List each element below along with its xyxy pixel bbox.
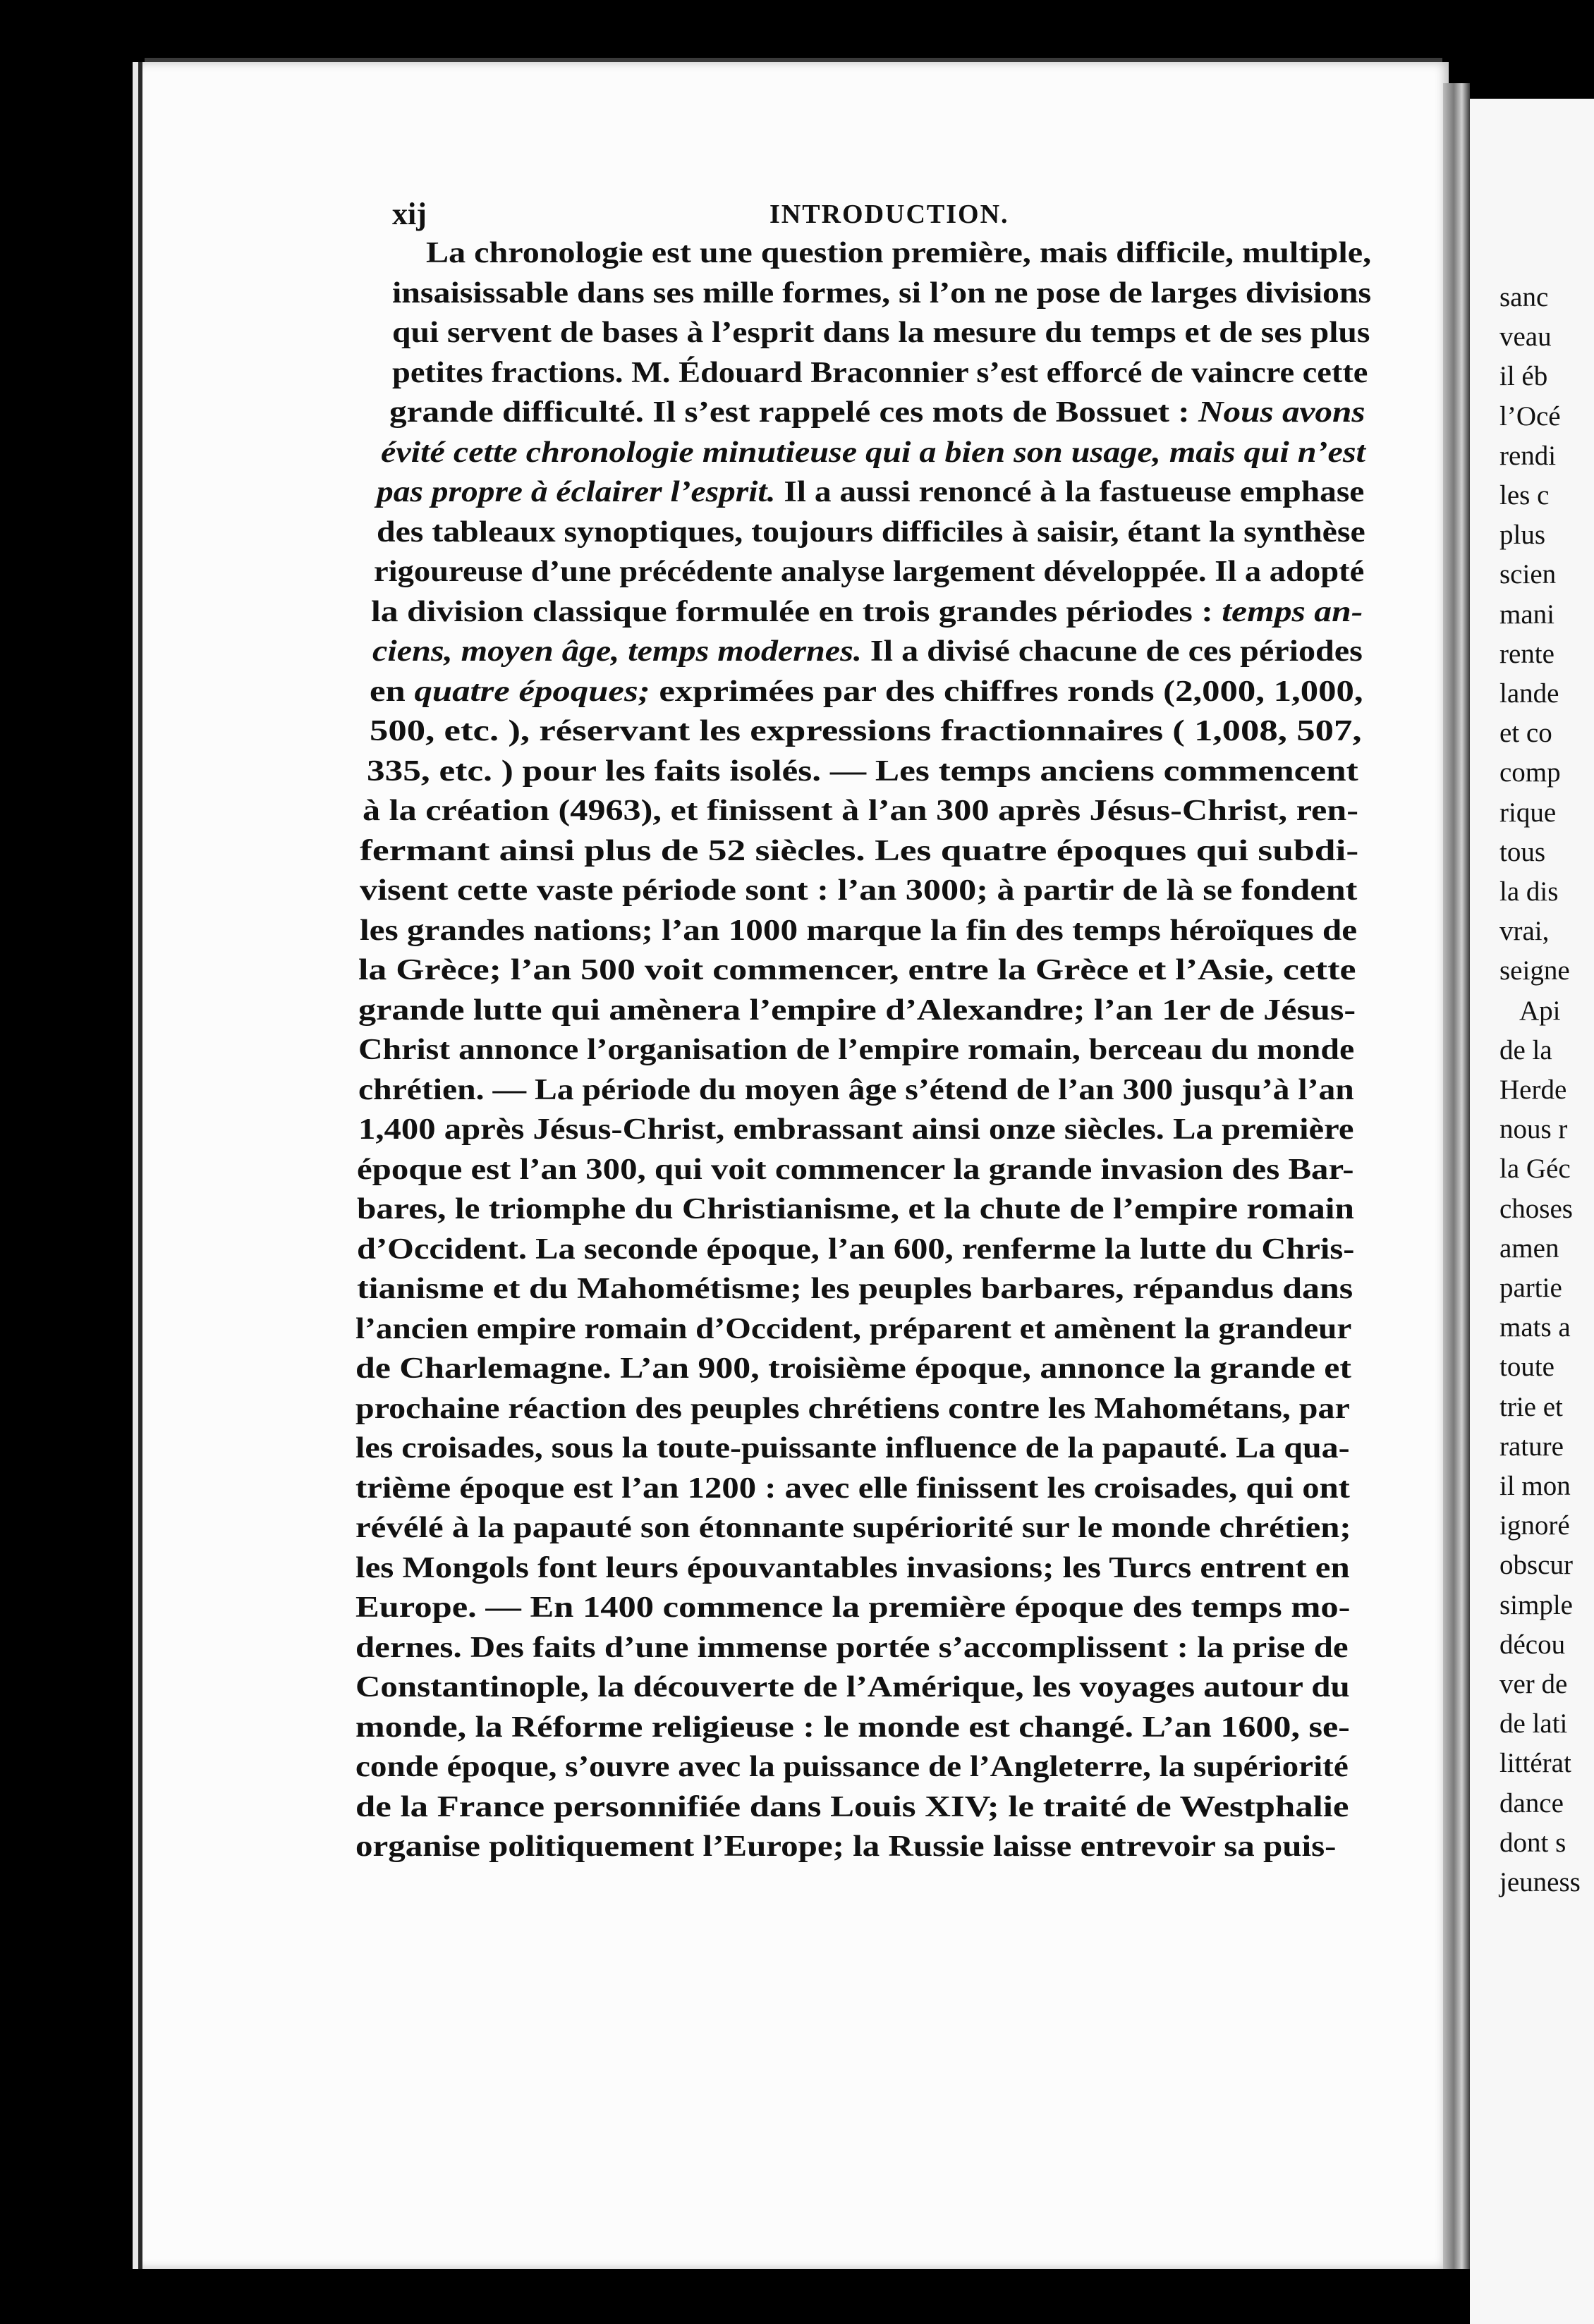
text-line: Christ annonce l’organisation de l’empire romain, berceau du monde (358, 1034, 1355, 1066)
text-line: la division classique formulée en trois grandes périodes : temps an- (371, 596, 1363, 628)
facing-page-fragment: il éb (1499, 361, 1548, 391)
facing-page-fragment: seigne (1499, 955, 1570, 986)
facing-page-fragment: trie et (1499, 1392, 1563, 1422)
text-line: de Charlemagne. L’an 900, troisième époque, annonce la grande et (355, 1352, 1352, 1385)
text-line: visent cette vaste période sont : l’an 3000; à partir de là se fondent (360, 874, 1358, 907)
facing-page-fragment: la dis (1499, 876, 1559, 907)
text-line: pas propre à éclairer l’esprit. Il a aussi renoncé à la fastueuse emphase (377, 476, 1365, 508)
facing-page-fragment: mats a (1499, 1312, 1571, 1343)
text-line: La chronologie est une question première, mais difficile, multiple, (426, 237, 1372, 269)
facing-page-fragment: il mon (1499, 1471, 1571, 1501)
facing-page-fragment: décou (1499, 1629, 1566, 1660)
facing-page-fragment: de lati (1499, 1708, 1568, 1739)
text-line: de la France personnifiée dans Louis XIV; le traité de Westphalie (355, 1791, 1349, 1823)
facing-page-fragment: de la (1499, 1035, 1552, 1065)
text-line: d’Occident. La seconde époque, l’an 600, renferme la lutte du Chris- (357, 1233, 1355, 1266)
text-line: rigoureuse d’une précédente analyse largement développée. Il a adopté (374, 556, 1365, 588)
facing-page-fragment: rique (1499, 797, 1557, 828)
facing-page-fragment: vrai, (1499, 916, 1550, 946)
text-line: tianisme et du Mahométisme; les peuples barbares, répandus dans (357, 1273, 1353, 1305)
facing-page-fragment: choses (1499, 1194, 1573, 1224)
facing-page-fragment: plus (1499, 520, 1546, 550)
text-line: époque est l’an 300, qui voit commencer la grande invasion des Bar- (357, 1154, 1354, 1186)
text-line: évité cette chronologie minutieuse qui a bien son usage, mais qui n’est (381, 436, 1366, 469)
facing-page-fragment: dont s (1499, 1828, 1566, 1858)
facing-page-fragment: rente (1499, 639, 1555, 669)
facing-page-fragment: toute (1499, 1352, 1555, 1382)
text-line: insaisissable dans ses mille formes, si l’on ne pose de larges divisions (392, 277, 1372, 310)
facing-page-fragment: sanc (1499, 282, 1549, 312)
facing-page-fragment: l’Océ (1499, 401, 1561, 432)
text-line: les grandes nations; l’an 1000 marque la fin des temps héroïques de (360, 915, 1358, 947)
facing-page-fragment: rendi (1499, 441, 1557, 471)
facing-page-fragment: littérat (1499, 1748, 1571, 1778)
text-line: trième époque est l’an 1200 : avec elle finissent les croisades, qui ont (355, 1472, 1350, 1505)
text-line: grande difficulté. Il s’est rappelé ces mots de Bossuet : Nous avons (389, 396, 1365, 429)
facing-page-fragment: dance (1499, 1788, 1564, 1818)
text-line: les Mongols font leurs épouvantables invasions; les Turcs entrent en (355, 1552, 1350, 1584)
facing-page-fragment: comp (1499, 757, 1561, 788)
facing-page-fragment: tous (1499, 837, 1546, 867)
running-title: INTRODUCTION. (769, 200, 1009, 229)
text-line: grande lutte qui amènera l’empire d’Alexandre; l’an 1er de Jésus- (358, 994, 1356, 1027)
facing-page-fragment: obscur (1499, 1550, 1573, 1580)
text-line: organise politiquement l’Europe; la Russie laisse entrevoir sa puis- (355, 1830, 1337, 1863)
text-line: prochaine réaction des peuples chrétiens contre les Mahométans, par (355, 1393, 1350, 1425)
text-line: les croisades, sous la toute-puissante influence de la papauté. La qua- (355, 1432, 1350, 1464)
text-line: l’ancien empire romain d’Occident, préparent et amènent la grandeur (355, 1313, 1352, 1345)
text-line: des tableaux synoptiques, toujours difficiles à saisir, étant la synthèse (377, 516, 1365, 549)
facing-page-fragment: ignoré (1499, 1510, 1570, 1541)
facing-page-fragment: les c (1499, 480, 1550, 510)
facing-page-fragment: Herde (1499, 1075, 1567, 1105)
facing-page-fragment: et co (1499, 718, 1552, 748)
facing-page-fragment: Api (1519, 996, 1561, 1026)
text-line: 335, etc. ) pour les faits isolés. — Les temps anciens commencent (367, 755, 1358, 788)
text-line: la Grèce; l’an 500 voit commencer, entre la Grèce et l’Asie, cette (358, 954, 1356, 986)
text-line: révélé à la papauté son étonnante supériorité sur le monde chrétien; (355, 1512, 1351, 1544)
facing-page-fragment: partie (1499, 1273, 1562, 1303)
text-line: fermant ainsi plus de 52 siècles. Les quatre époques qui subdi- (360, 835, 1359, 867)
facing-page-fragment: mani (1499, 599, 1555, 630)
text-line: monde, la Réforme religieuse : le monde est changé. L’an 1600, se- (355, 1711, 1350, 1744)
text-line: 1,400 après Jésus-Christ, embrassant ainsi onze siècles. La première (358, 1113, 1354, 1146)
text-line: chrétien. — La période du moyen âge s’étend de l’an 300 jusqu’à l’an (358, 1074, 1354, 1106)
text-line: 500, etc. ), réservant les expressions fractionnaires ( 1,008, 507, (370, 715, 1362, 747)
facing-page-fragment: veau (1499, 322, 1552, 352)
text-line: en quatre époques; exprimées par des chiffres ronds (2,000, 1,000, (370, 675, 1363, 708)
facing-page-fragment: scien (1499, 559, 1557, 589)
facing-page-fragment: simple (1499, 1590, 1573, 1620)
text-line: à la création (4963), et finissent à l’an 300 après Jésus-Christ, ren- (363, 795, 1358, 827)
page-number: xij (392, 197, 427, 231)
text-line: Constantinople, la découverte de l’Amérique, les voyages autour du (355, 1671, 1350, 1704)
facing-page-fragment: ver de (1499, 1669, 1568, 1699)
text-line: ciens, moyen âge, temps modernes. Il a divisé chacune de ces périodes (372, 635, 1363, 668)
text-line: bares, le triomphe du Christianisme, et la chute de l’empire romain (357, 1193, 1354, 1225)
text-line: Europe. — En 1400 commence la première époque des temps mo- (355, 1591, 1351, 1624)
facing-page-fragment: nous r (1499, 1114, 1568, 1144)
facing-page-fragment: amen (1499, 1233, 1559, 1264)
facing-page-fragment: la Géc (1499, 1154, 1571, 1184)
text-line: dernes. Des faits d’une immense portée s’accomplissent : la prise de (355, 1632, 1349, 1664)
facing-page-fragment: rature (1499, 1431, 1564, 1462)
facing-page-fragment: jeuness (1499, 1867, 1581, 1897)
facing-page-fragment: lande (1499, 678, 1559, 709)
text-line: qui servent de bases à l’esprit dans la mesure du temps et de ses plus (392, 317, 1370, 349)
text-line: petites fractions. M. Édouard Braconnier s’est efforcé de vaincre cette (392, 357, 1368, 389)
text-line: conde époque, s’ouvre avec la puissance de l’Angleterre, la supériorité (355, 1751, 1349, 1783)
